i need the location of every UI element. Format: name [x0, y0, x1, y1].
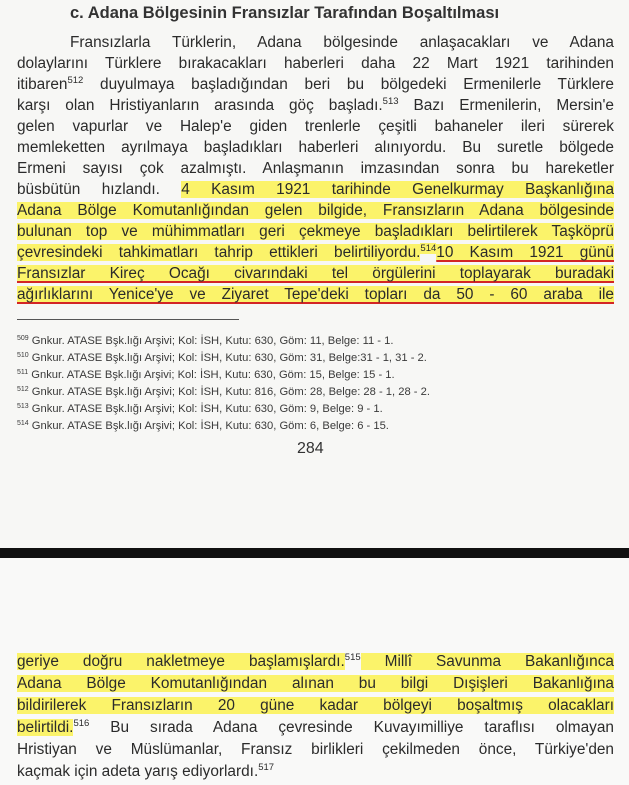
text-line: karşı olan Hristiyanların arasında göç başladı.$^{513}$ Bazı Ermenilerin, Mersin'e — [17, 96, 614, 114]
footnote: $^{512}$ Gnkur. ATASE Bşk.lığı Arşivi; Kol: İSH, Kutu: 816, Göm: 28, Belge: 28 - 1, 28 - 2. — [17, 386, 430, 398]
text-line — [17, 651, 614, 673]
highlighted-text: 4 Kasım 1921 tarihinde Genelkurmay Başkanlığına — [181, 181, 614, 198]
text-line: Hristiyan ve Müslümanlar, Fransız birlikleri çekilmeden önce, Türkiye'den — [17, 741, 614, 758]
highlighted-text: belirtildi. — [17, 719, 74, 736]
footnote: $^{510}$ Gnkur. ATASE Bşk.lığı Arşivi; Kol: İSH, Kutu: 630, Göm: 31, Belge:31 - 1, 31 - 2. — [17, 352, 427, 364]
footnote: $^{509}$ Gnkur. ATASE Bşk.lığı Arşivi; Kol: İSH, Kutu: 630, Göm: 11, Belge: 11 - 1. — [17, 335, 394, 347]
highlighted-text: Adana Bölge Komutanlığından gelen bilgide, Fransızların Adana bölgesinde — [17, 202, 614, 219]
text-line — [17, 242, 614, 264]
highlighted-text: geriye doğru nakletmeye başlamışlardı. — [17, 653, 345, 670]
text-line: Ermeni sayısı çok azalmıştı. Anlaşmanın imzasından sonra bu hareketler — [17, 160, 614, 177]
text-line: itibaren$^{512}$ duyulmaya başladığından beri bu bölgedeki Ermenilerle Türklere — [17, 75, 614, 93]
page-divider — [0, 548, 629, 558]
footnote-ref: 516 — [73, 718, 90, 729]
footnote-separator — [17, 319, 239, 320]
highlighted-text: bildirilerek Fransızların 20 güne kadar bölgeyi boşaltmış olacakları — [17, 697, 614, 714]
footnote: $^{514}$ Gnkur. ATASE Bşk.lığı Arşivi; Kol: İSH, Kutu: 630, Göm: 6, Belge: 6 - 15. — [17, 420, 389, 432]
text-line — [17, 284, 614, 306]
text-line — [17, 263, 614, 285]
footnote-ref: 515 — [344, 652, 361, 663]
text-line: dolaylarını Türklere bırakacakları haberleri daha 22 Mart 1921 tarihinden — [17, 55, 614, 72]
text-line: memleketten ayrılmaya başladıkları haberleri alınıyordu. Bu suretle bölgede — [17, 139, 614, 156]
footnote: $^{511}$ Gnkur. ATASE Bşk.lığı Arşivi; Kol: İSH, Kutu: 630, Göm: 15, Belge: 15 - 1. — [17, 369, 395, 381]
text-line: kaçmak için adeta yarış ediyorlardı.$^{517}$ — [17, 762, 275, 780]
underlined-text: 10 Kasım 1921 günü — [436, 244, 614, 261]
highlighted-text: çevresindeki tahkimatları tahrip ettikleri belirtiliyordu. — [17, 244, 421, 261]
lower-page — [0, 558, 629, 785]
text-line: gelen vapurlar ve Halep'e giden trenlerle çeşitli bahaneler ileri sürerek — [17, 118, 614, 135]
footnote-ref: 517 — [258, 762, 275, 773]
text-line — [17, 673, 614, 695]
footnote: $^{513}$ Gnkur. ATASE Bşk.lığı Arşivi; Kol: İSH, Kutu: 630, Göm: 9, Belge: 9 - 1. — [17, 403, 383, 415]
highlighted-text: Adana Bölge Komutanlığından alınan bu bilgi Dışişleri Bakanlığına — [17, 675, 614, 692]
text-line: belirtildi.$^{516}$ Bu sırada Adana çevresinde Kuvayımilliye taraflısı olmayan — [17, 718, 614, 736]
text-line — [17, 200, 614, 222]
text-line — [17, 695, 614, 717]
footnote-ref: 513 — [382, 96, 399, 107]
text-line — [17, 221, 614, 243]
footnote-ref: 514 — [420, 243, 437, 254]
page-number: 284 — [297, 440, 324, 457]
section-heading: c. Adana Bölgesinin Fransızlar Tarafından Boşaltılması — [70, 4, 500, 22]
highlighted-text: bulunan top ve mühimmatları geri çekmeye başladıkları belirtilerek Taşköprü — [17, 223, 614, 240]
highlighted-text: Millî Savunma Bakanlığınca — [360, 653, 614, 670]
underlined-text: Fransızlar Kireç Ocağı civarındaki tel örgülerini toplayarak buradaki — [17, 265, 614, 282]
footnote-ref: 512 — [67, 75, 84, 86]
text-line: Fransızlarla Türklerin, Adana bölgesinde anlaşacakları ve Adana — [70, 34, 614, 51]
underlined-text: ağırlıklarını Yenice'ye ve Ziyaret Tepe'deki topları da 50 - 60 araba ile — [17, 286, 614, 303]
text-line: büsbütün hızlandı. 4 Kasım 1921 tarihinde Genelkurmay Başkanlığına — [17, 181, 614, 198]
